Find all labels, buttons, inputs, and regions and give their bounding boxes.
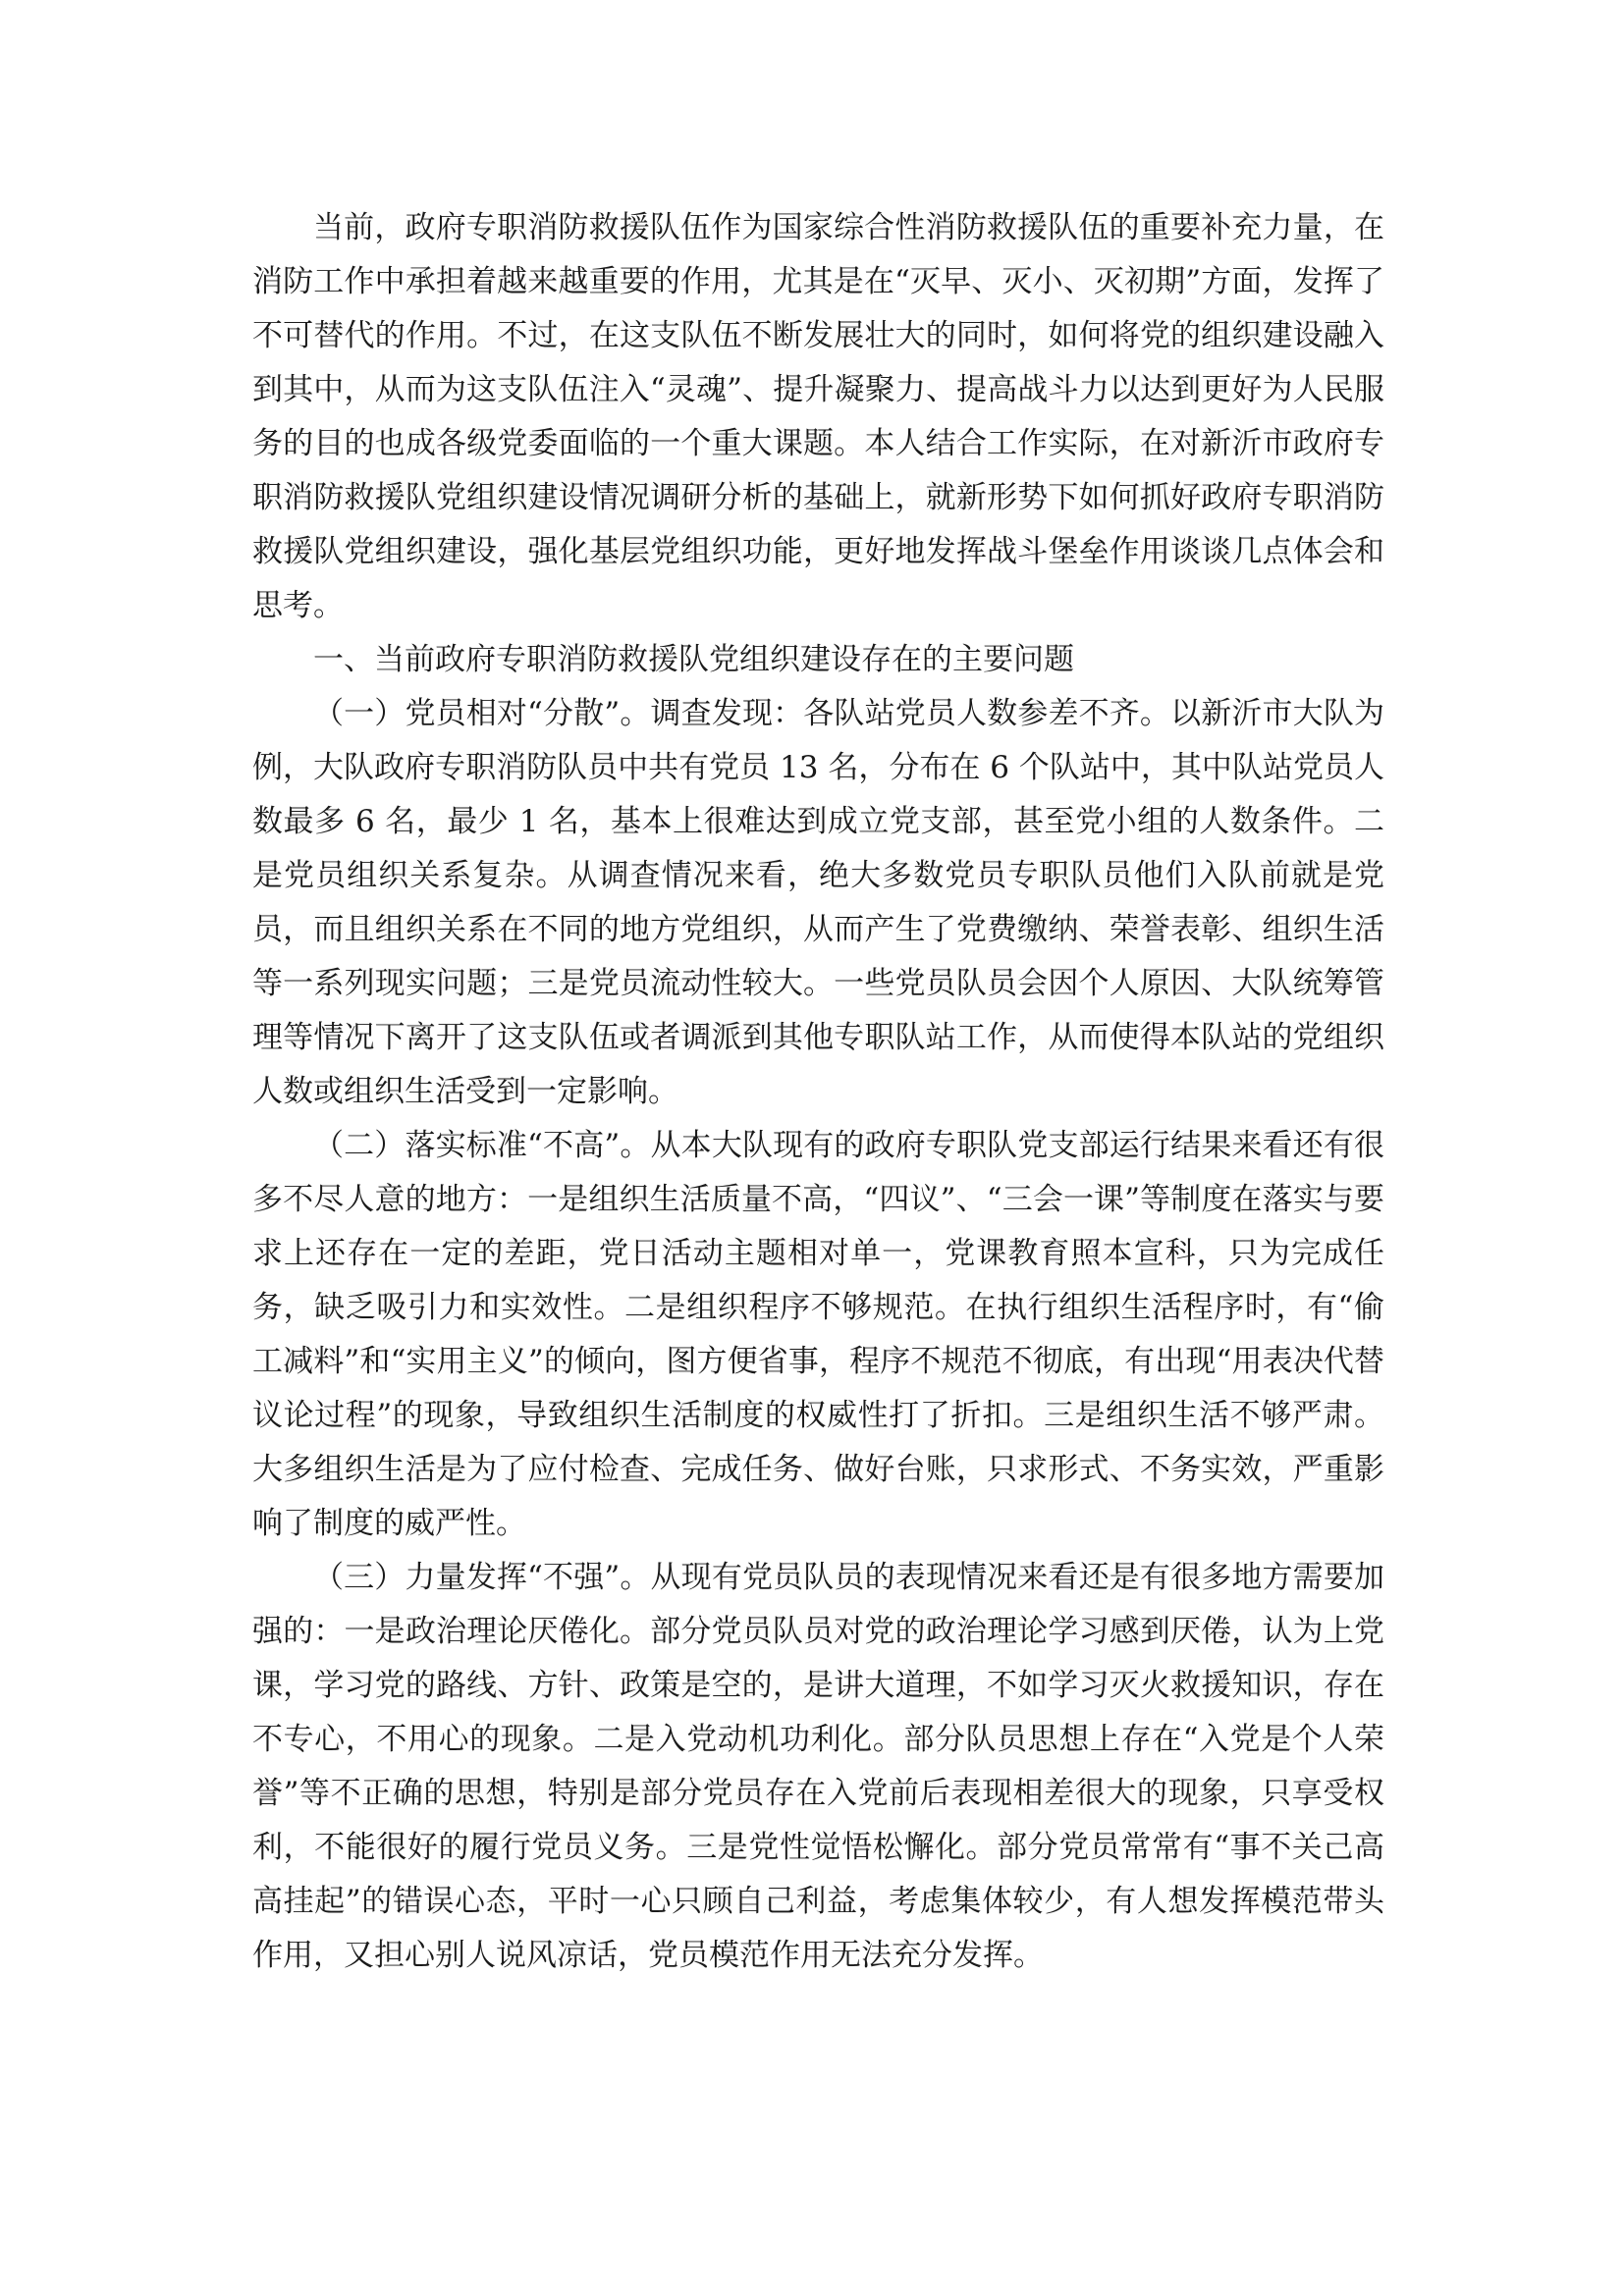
- paragraph-standards-low: （二）落实标准“不高”。从本大队现有的政府专职队党支部运行结果来看还有很多不尽人意的地方：一是组织生活质量不高，“四议”、“三会一课”等制度在落实与要求上还存在一定的差距，党日活动主题相对单一，党课教育照本宣科，只为完成任务，缺乏吸引力和实效性。二是组织程序不够规范。在执行组织生活程序时，有“偷工减料”和“实用主义”的倾向，图方便省事，程序不规范不彻底，有出现“用表决代替议论过程”的现象，导致组织生活制度的权威性打了折扣。三是组织生活不够严肃。大多组织生活是为了应付检查、完成任务、做好台账，只求形式、不务实效，严重影响了制度的威严性。: [252, 1128, 1384, 1541]
- section-heading: 一、当前政府专职消防救援队党组织建设存在的主要问题: [313, 642, 1074, 677]
- intro-paragraph: 当前，政府专职消防救援队伍作为国家综合性消防救援队伍的重要补充力量，在消防工作中承担着越来越重要的作用，尤其是在“灭早、灭小、灭初期”方面，发挥了不可替代的作用。不过，在这支队伍不断发展壮大的同时，如何将党的组织建设融入到其中，从而为这支队伍注入“灵魂”、提升凝聚力、提高战斗力以达到更好为人民服务的目的也成各级党委面临的一个重大课题。本人结合工作实际，在对新沂市政府专职消防救援队党组织建设情况调研分析的基础上，就新形势下如何抓好政府专职消防救援队党组织建设，强化基层党组织功能，更好地发挥战斗堡垒作用谈谈几点体会和思考。: [252, 210, 1384, 623]
- paragraph-members-scattered: （一）党员相对“分散”。调查发现：各队站党员人数参差不齐。以新沂市大队为例，大队政府专职消防队员中共有党员 13 名，分布在 6 个队站中，其中队站党员人数最多 6 名，最少 1 名，基本上很难达到成立党支部，甚至党小组的人数条件。二是党员组织关系复杂。从调查情况来看，绝大多数党员专职队员他们入队前就是党员，而且组织关系在不同的地方党组织，从而产生了党费缴纳、荣誉表彰、组织生活等一系列现实问题；三是党员流动性较大。一些党员队员会因个人原因、大队统筹管理等情况下离开了这支队伍或者调派到其他专职队站工作，从而使得本队站的党组织人数或组织生活受到一定影响。: [252, 696, 1384, 1109]
- paragraph-strength-weak: （三）力量发挥“不强”。从现有党员队员的表现情况来看还是有很多地方需要加强的：一是政治理论厌倦化。部分党员队员对党的政治理论学习感到厌倦，认为上党课，学习党的路线、方针、政策是空的，是讲大道理，不如学习灭火救援知识，存在不专心，不用心的现象。二是入党动机功利化。部分队员思想上存在“入党是个人荣誉”等不正确的思想，特别是部分党员存在入党前后表现相差很大的现象，只享受权利，不能很好的履行党员义务。三是党性觉悟松懈化。部分党员常常有“事不关己高高挂起”的错误心态，平时一心只顾自己利益，考虑集体较少，有人想发挥模范带头作用，又担心别人说风凉话，党员模范作用无法充分发挥。: [252, 1560, 1384, 1973]
- document-body: [252, 201, 1384, 1983]
